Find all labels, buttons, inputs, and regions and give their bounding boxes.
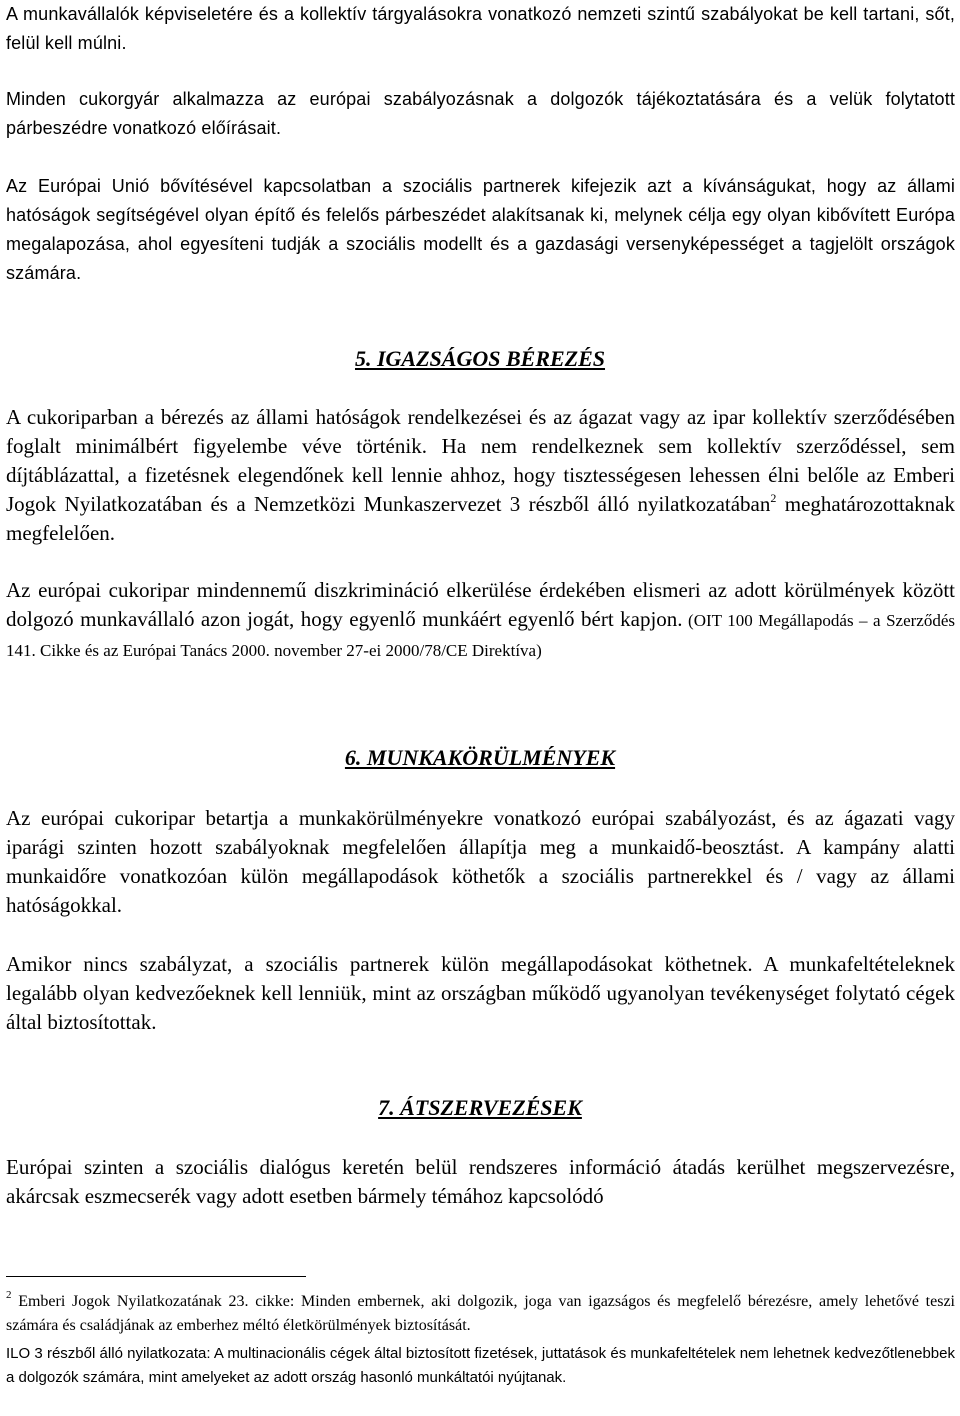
footnote-separator — [6, 1276, 306, 1277]
paragraph-non-discrimination-text: Az európai cukoripar mindennemű diszkrimináció elkerülése érdekében elismeri az adott körülmények között dolgozó munkavállaló azon jogát, hogy egyenlő munkáért egyenlő bért kapjon. — [6, 578, 955, 631]
heading-restructuring: 7. ÁTSZERVEZÉSEK — [378, 1095, 582, 1120]
paragraph-representation: A munkavállalók képviseletére és a kollektív tárgyalásokra vonatkozó nemzeti szintű szabályokat be kell tartani, sőt, felül kell múlni. — [6, 4, 955, 53]
paragraph-fair-pay-tail: meghatározottaknak megfelelően. — [6, 492, 955, 545]
footnote-ilo: ILO 3 részből álló nyilatkozata: A multinacionális cégek által biztosított fizetések, juttatások és munkafeltételek nem lehetnek kedvezőtlenebbek a dolgozók számára, mint amelyeket az adott ország hasonló munkáltatói nyújtanak. — [6, 1345, 955, 1386]
paragraph-fair-pay-text: A cukoriparban a bérezés az állami hatóságok rendelkezései és az ágazat vagy az ipar kollektív szerződésében foglalt minimálbért figyelembe véve történik. Ha nem rendelkeznek sem kollektív szerződéssel, sem díjtáblázattal, a fizetésnek elegendőnek kell lennie ahhoz, hogy tisztességesen lehessen élni belőle az Emberi Jogok Nyilatkozatában és a Nemzetközi Munkaszervezet 3 részből álló nyilatkozatában — [6, 405, 955, 516]
paragraph-working-conditions: Amikor nincs szabályzat, a szociális partnerek külön megállapodásokat köthetnek. A munkafeltételeknek legalább olyan kedvezőeknek kell lenniük, mint az országban működő ugyanolyan tevékenységet folytató cégek által biztosítottak. — [6, 952, 955, 1034]
footnote-human-rights — [6, 1290, 955, 1338]
paragraph-working-time: Az európai cukoripar betartja a munkakörülményekre vonatkozó európai szabályozást, és az ágazati vagy iparági szinten hozott szabályoknak megfelelően állapítja meg a munkaidő-beosztást. A kampány alatti munkaidőre vonatkozóan külön megállapodások köthetők a szociális partnerekkel és / vagy az állami hatóságokkal. — [6, 806, 955, 917]
paragraph-non-discrimination — [6, 576, 955, 665]
paragraph-fair-pay — [6, 403, 955, 548]
paragraph-non-discrimination-reference: (OIT 100 Megállapodás – a Szerződés 141. Cikke és az Európai Tanács 2000. november 27-ei 2000/78/CE Direktíva) — [6, 611, 955, 660]
paragraph-restructuring: Európai szinten a szociális dialógus keretén belül rendszeres információ átadás kerülhet megszervezésre, akárcsak eszmecserék vagy adott esetben bármely témához kapcsolódó — [6, 1155, 955, 1208]
footnote-human-rights-text: Emberi Jogok Nyilatkozatának 23. cikke: Minden embernek, aki dolgozik, joga van igazságos és megfelelő bérezésre, amely lehetővé teszi számára és családjának az emberhez méltó életkörülmények biztosítását. — [6, 1293, 955, 1334]
heading-working-conditions: 6. MUNKAKÖRÜLMÉNYEK — [344, 745, 616, 770]
heading-fair-pay: 5. IGAZSÁGOS BÉREZÉS — [354, 346, 606, 371]
paragraph-information-rules: Minden cukorgyár alkalmazza az európai szabályozásnak a dolgozók tájékoztatására és a velük folytatott párbeszédre vonatkozó előírásait. — [6, 89, 955, 138]
footnote-mark: 2 — [6, 1289, 12, 1301]
paragraph-eu-enlargement: Az Európai Unió bővítésével kapcsolatban a szociális partnerek kifejezik azt a kívánságukat, hogy az állami hatóságok segítségével olyan építő és felelős párbeszédet alakítsanak ki, melynek célja egy olyan kibővített Európa megalapozása, ahol egyesíteni tudják a szociális modellt és a gazdasági versenyképességet a tagjelölt országok számára. — [6, 176, 955, 283]
footnote-reference: 2 — [770, 491, 777, 505]
